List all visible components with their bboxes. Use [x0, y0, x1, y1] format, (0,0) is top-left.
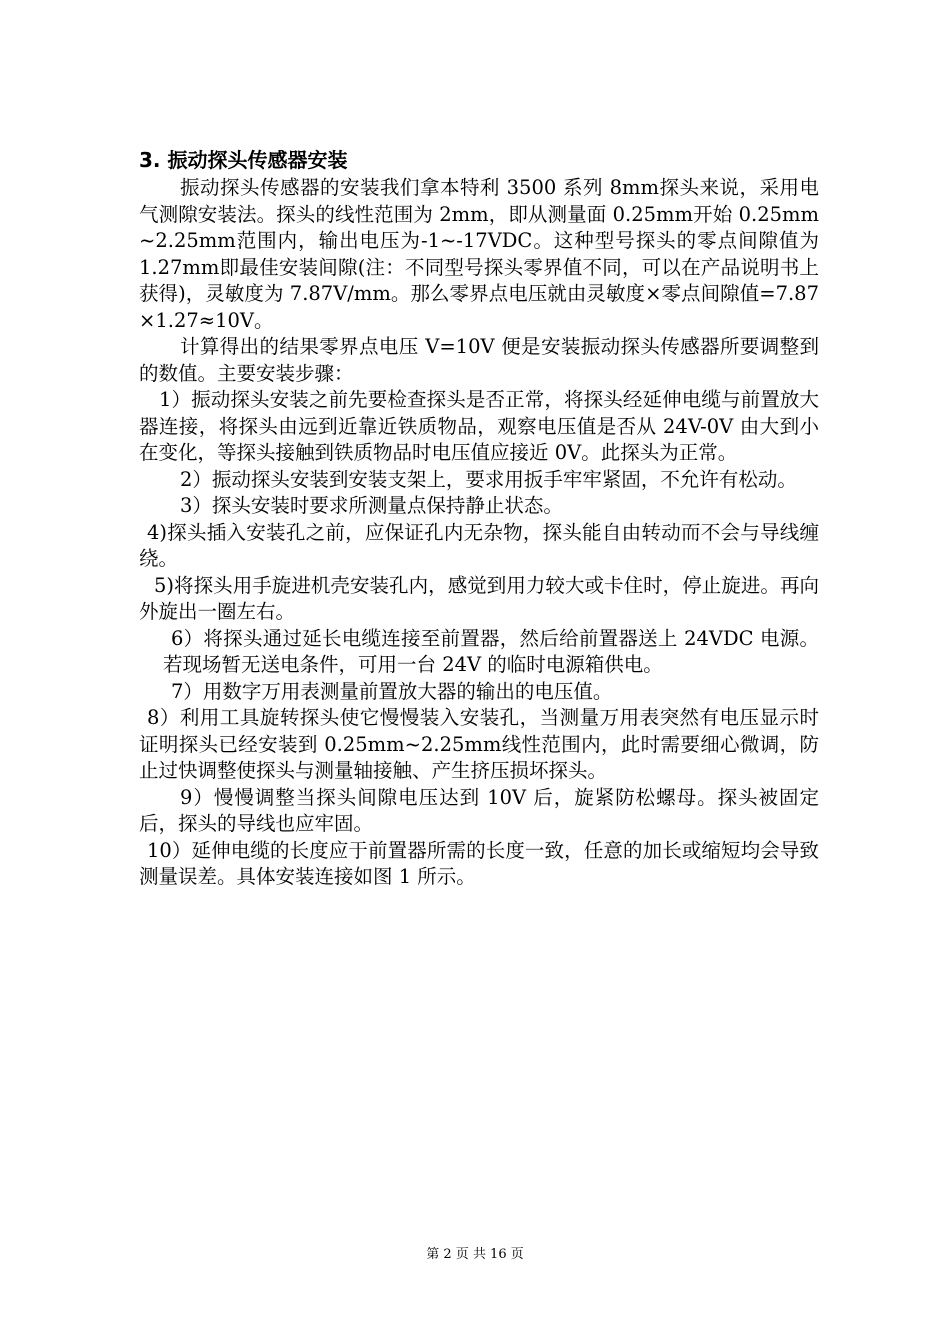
step-1: 1）振动探头安装之前先要检查探头是否正常，将探头经延伸电缆与前置放大器连接，将探头由远到近靠近铁质物品，观察电压值是否从 24V-0V 由大到小在变化，等探头接触到铁质物品时电压值应接近 0V。此探头为正常。: [139, 388, 819, 464]
step-7: 7）用数字万用表测量前置放大器的输出的电压值。: [171, 679, 613, 703]
step-10: 10）延伸电缆的长度应于前置器所需的长度一致，任意的加长或缩短均会导致测量误差。具体安装连接如图 1 所示。: [139, 838, 819, 888]
step-4: 4)探头插入安装孔之前，应保证孔内无杂物，探头能自由转动而不会与导线缠绕。: [139, 520, 819, 570]
step-8: 8）利用工具旋转探头使它慢慢装入安装孔，当测量万用表突然有电压显示时证明探头已经安装到 0.25mm~2.25mm线性范围内，此时需要细心微调，防止过快调整使探头与测量轴接触、产生挤压损坏探头。: [139, 706, 819, 782]
step-5: 5)将探头用手旋进机壳安装孔内，感觉到用力较大或卡住时，停止旋进。再向外旋出一圈左右。: [139, 573, 819, 623]
step-3: 3）探头安装时要求所测量点保持静止状态。: [180, 494, 563, 517]
paragraph-intro: 振动探头传感器的安装我们拿本特利 3500 系列 8mm探头来说，采用电气测隙安装法。探头的线性范围为 2mm，即从测量面 0.25mm开始 0.25mm~2.25mm范围内，输出电压为-1~-17VDC。这种型号探头的零点间隙值为 1.27mm即最佳安装间隙(注：不同型号探头零界值不同，可以在产品说明书上获得)，灵敏度为 7.87V/mm。那么零界点电压就由灵敏度×零点间隙值=7.87×1.27≈10V。: [139, 176, 819, 332]
step-9: 9）慢慢调整当探头间隙电压达到 10V 后，旋紧防松螺母。探头被固定后，探头的导线也应牢固。: [139, 785, 819, 835]
section-title: 3. 振动探头传感器安装: [139, 148, 348, 172]
page-footer: 第 2 页 共 16 页: [426, 1247, 524, 1262]
document-body: [139, 146, 819, 891]
paragraph-calculation: 计算得出的结果零界点电压 V=10V 便是安装振动探头传感器所要调整到的数值。主要安装步骤：: [139, 335, 819, 385]
step-2: 2）振动探头安装到安装支架上，要求用扳手牢牢紧固，不允许有松动。: [180, 467, 797, 491]
step-6: 6）将探头通过延长电缆连接至前置器，然后给前置器送上 24VDC 电源。若现场暂无送电条件，可用一台 24V 的临时电源箱供电。: [163, 626, 819, 676]
